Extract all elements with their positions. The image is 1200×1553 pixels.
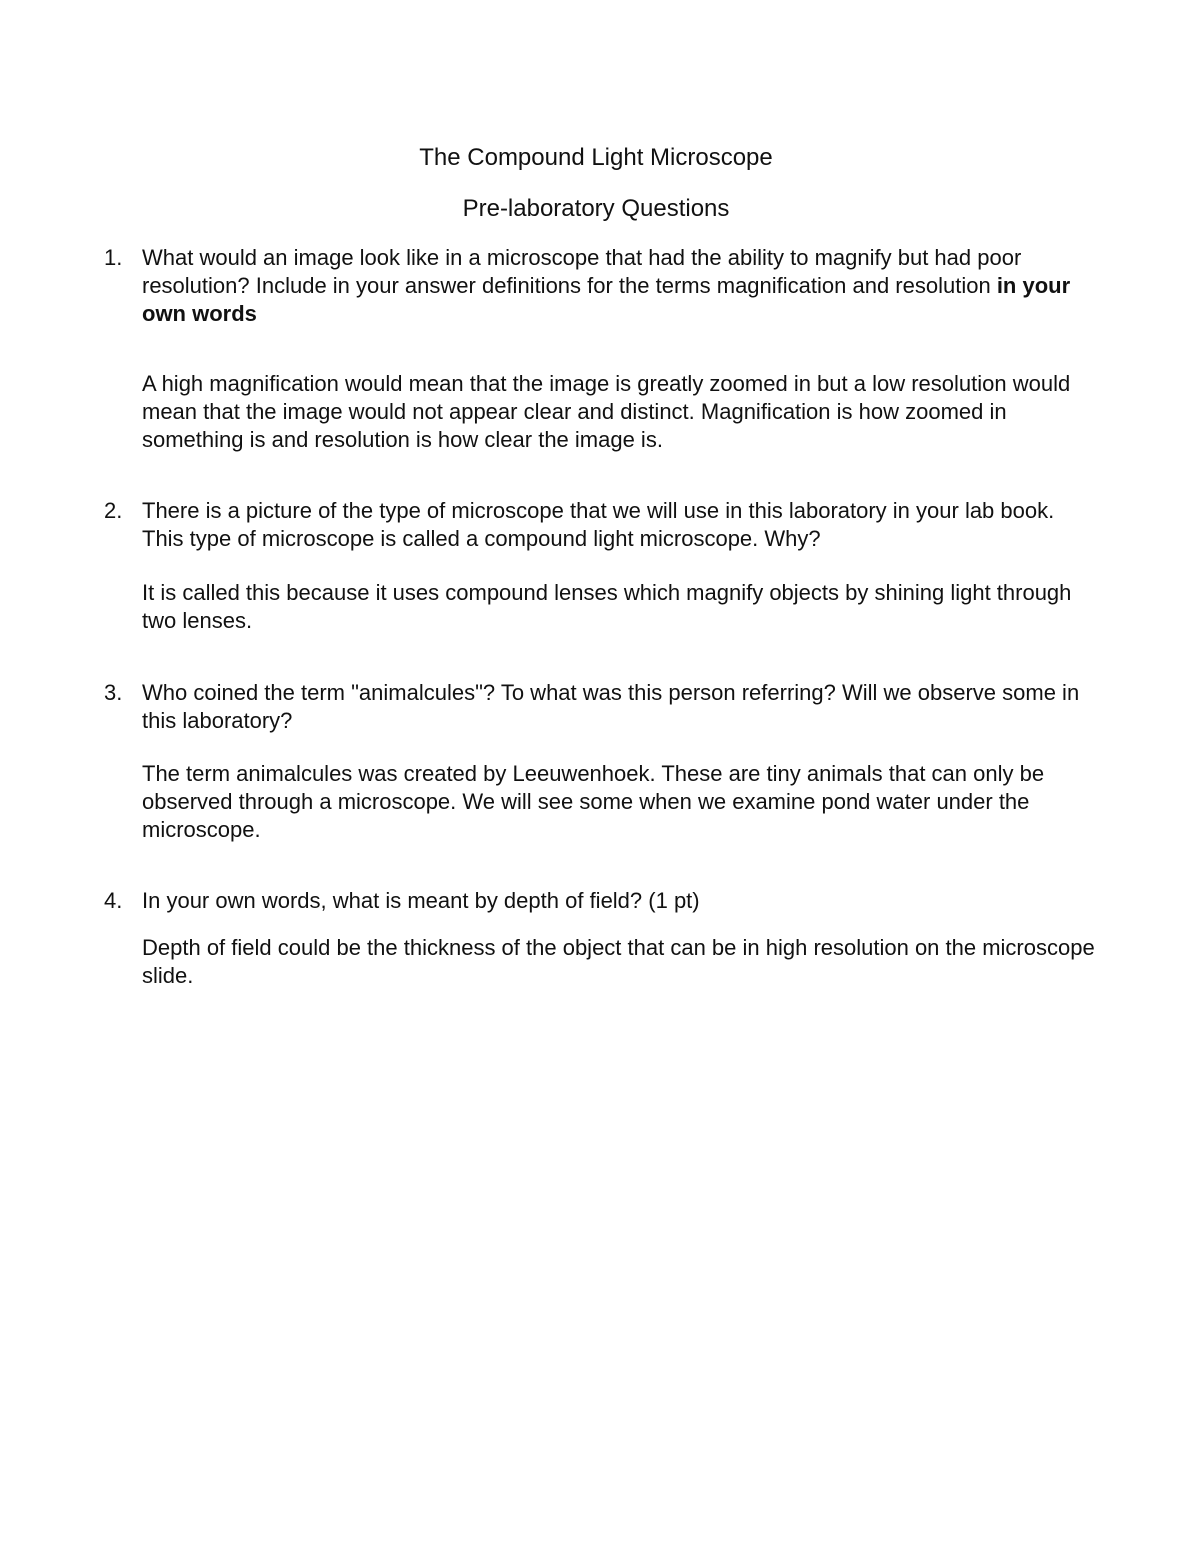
question-number: 3. [104, 680, 123, 705]
question-text: There is a picture of the type of microscope that we will use in this laboratory in your lab book. This type of microscope is called a compound light microscope. Why? [142, 498, 1055, 551]
question-number: 2. [104, 498, 123, 523]
answer-2: It is called this because it uses compound lenses which magnify objects by shining light through two lenses. [142, 580, 1072, 633]
question-1 [104, 244, 1094, 328]
question-number: 1. [104, 245, 123, 270]
answer-1: A high magnification would mean that the image is greatly zoomed in but a low resolution would mean that the image would not appear clear and distinct. Magnification is how zoomed in something is and resolution is how clear the image is. [142, 371, 1071, 452]
question-emphasis: in your own words [142, 273, 1071, 326]
document-title: The Compound Light Microscope [419, 144, 773, 171]
question-text [142, 244, 1094, 328]
answer-4: Depth of field could be the thickness of the object that can be in high resolution on the microscope slide. [142, 935, 1095, 988]
question-number: 4. [104, 888, 123, 913]
document-subtitle: Pre-laboratory Questions [462, 195, 730, 222]
question-text: In your own words, what is meant by depth of field? (1 pt) [142, 888, 700, 913]
question-4 [104, 887, 1094, 915]
answer-3: The term animalcules was created by Leeuwenhoek. These are tiny animals that can only be observed through a microscope. We will see some when we examine pond water under the microscope. [142, 761, 1045, 842]
question-2 [104, 497, 1094, 553]
question-text: Who coined the term "animalcules"? To what was this person referring? Will we observe some in this laboratory? [142, 680, 1080, 733]
question-body: What would an image look like in a microscope that had the ability to magnify but had poor resolution? Include in your answer definitions for the terms magnification and resolution [142, 245, 1022, 298]
question-3 [104, 679, 1094, 735]
